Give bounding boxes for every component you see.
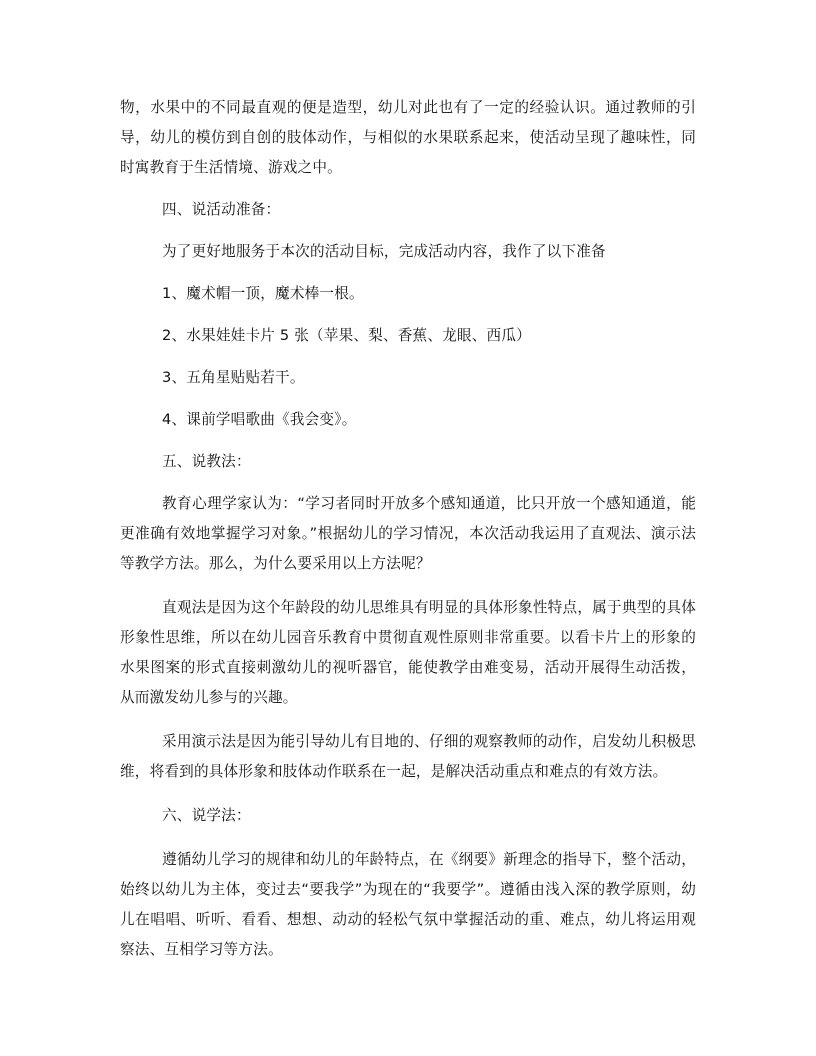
heading-learning-methods: 六、说学法： [162,807,251,824]
paragraph-intuitive-method: 直观法是因为这个年龄段的幼儿思维具有明显的具体形象性特点，属于典型的具体形象性思维，所以在幼儿园音乐教育中贯彻直观性原则非常重要。以看卡片上的形象的水果图案的形式直接刺激幼儿的视听器官，能使教学由难变易，活动开展得生动活拨，从而激发幼儿参与的兴趣。 [120,599,696,706]
paragraph-preparation-intro: 为了更好地服务于本次的活动目标，完成活动内容，我作了以下准备 [162,243,606,260]
heading-teaching-methods: 五、说教法： [162,453,251,470]
list-item-magic-hat: 1、魔术帽一顶，魔术棒一根。 [162,285,364,302]
list-item-star-stickers: 3、五角星贴贴若干。 [162,369,305,386]
paragraph-learning-methods: 遵循幼儿学习的规律和幼儿的年龄特点，在《纲要》新理念的指导下，整个活动，始终以幼儿为主体，变过去“要我学”为现在的“我要学”。遵循由浅入深的教学原则，幼儿在唱唱、听听、看看、想想、动动的轻松气氛中掌握活动的重、难点，幼儿将运用观察法、互相学习等方法。 [120,851,696,958]
heading-activity-preparation: 四、说活动准备： [162,201,281,218]
list-item-fruit-cards: 2、水果娃娃卡片 5 张（苹果、梨、香蕉、龙眼、西瓜） [162,327,531,344]
paragraph-demonstration-method: 采用演示法是因为能引导幼儿有目地的、仔细的观察教师的动作，启发幼儿积极思维，将看到的具体形象和肢体动作联系在一起，是解决活动重点和难点的有效方法。 [120,733,696,780]
paragraph-psychologist-quote: 教育心理学家认为：“学习者同时开放多个感知通道，比只开放一个感知通道，能更准确有效地掌握学习对象。”根据幼儿的学习情况，本次活动我运用了直观法、演示法等教学方法。那么，为什么要采用以上方法呢？ [120,495,696,572]
document-body [120,93,696,965]
list-item-song: 4、课前学唱歌曲《我会变》。 [162,411,357,428]
paragraph-fruit-shape: 物，水果中的不同最直观的便是造型，幼儿对此也有了一定的经验认识。通过教师的引导，幼儿的模仿到自创的肢体动作，与相似的水果联系起来，使活动呈现了趣味性，同时寓教育于生活情境、游戏之中。 [120,99,696,176]
